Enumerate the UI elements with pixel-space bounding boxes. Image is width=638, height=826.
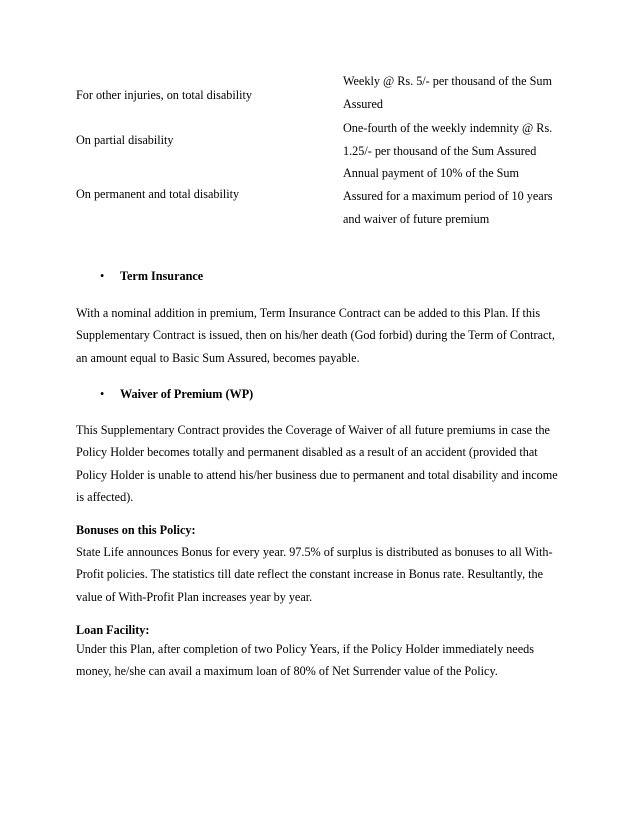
section-heading-text: Waiver of Premium (WP) [120, 387, 254, 401]
paragraph-line: an amount equal to Basic Sum Assured, becomes payable. [76, 350, 360, 365]
paragraph-line: Policy Holder becomes totally and permanent disabled as a result of an accident (provided that [76, 445, 538, 460]
benefit-value-line: Assured [343, 97, 383, 111]
paragraph-bonuses [76, 541, 564, 608]
benefit-value-line: and waiver of future premium [343, 212, 490, 226]
paragraph-line: money, he/she can avail a maximum loan of 80% of Net Surrender value of the Policy. [76, 664, 498, 679]
paragraph-line: Policy Holder is unable to attend his/her business due to permanent and total disability and income [76, 467, 558, 482]
paragraph-line: value of With-Profit Plan increases year by year. [76, 589, 313, 604]
section-heading-bonuses: Bonuses on this Policy: [76, 523, 196, 537]
paragraph-line: Profit policies. The statistics till date reflect the constant increase in Bonus rate. Resultantly, the [76, 567, 544, 582]
paragraph-line: is affected). [76, 490, 134, 505]
paragraph-waiver-of-premium [76, 419, 564, 509]
bullet-icon: • [100, 269, 105, 283]
paragraph-line: Supplementary Contract is issued, then on his/her death (God forbid) during the Term of Contract, [76, 328, 555, 343]
section-heading-waiver-of-premium [100, 384, 253, 404]
benefit-label: For other injuries, on total disability [76, 88, 253, 102]
section-heading-term-insurance [100, 266, 203, 286]
section-heading-text: Term Insurance [120, 269, 204, 283]
benefit-value-line: One-fourth of the weekly indemnity @ Rs. [343, 121, 553, 135]
benefit-value [343, 117, 573, 163]
benefit-value-line: Annual payment of 10% of the Sum [343, 166, 520, 180]
paragraph-line: State Life announces Bonus for every year. 97.5% of surplus is distributed as bonuses to all With- [76, 545, 553, 559]
paragraph-loan-facility [76, 638, 564, 683]
paragraph-line: Under this Plan, after completion of two Policy Years, if the Policy Holder immediately needs [76, 642, 534, 656]
benefit-value [343, 162, 573, 231]
benefit-value-line: Assured for a maximum period of 10 years [343, 189, 553, 203]
benefit-label: On permanent and total disability [76, 187, 240, 201]
benefit-label: On partial disability [76, 133, 174, 147]
benefit-value [343, 70, 573, 116]
paragraph-line: This Supplementary Contract provides the Coverage of Waiver of all future premiums in case the [76, 423, 550, 437]
benefit-value-line: Weekly @ Rs. 5/- per thousand of the Sum [343, 74, 552, 88]
paragraph-term-insurance [76, 302, 564, 369]
bullet-icon: • [100, 387, 105, 401]
benefit-value-line: 1.25/- per thousand of the Sum Assured [343, 144, 537, 158]
section-heading-loan-facility: Loan Facility: [76, 623, 150, 637]
paragraph-line: With a nominal addition in premium, Term Insurance Contract can be added to this Plan. If this [76, 306, 541, 320]
